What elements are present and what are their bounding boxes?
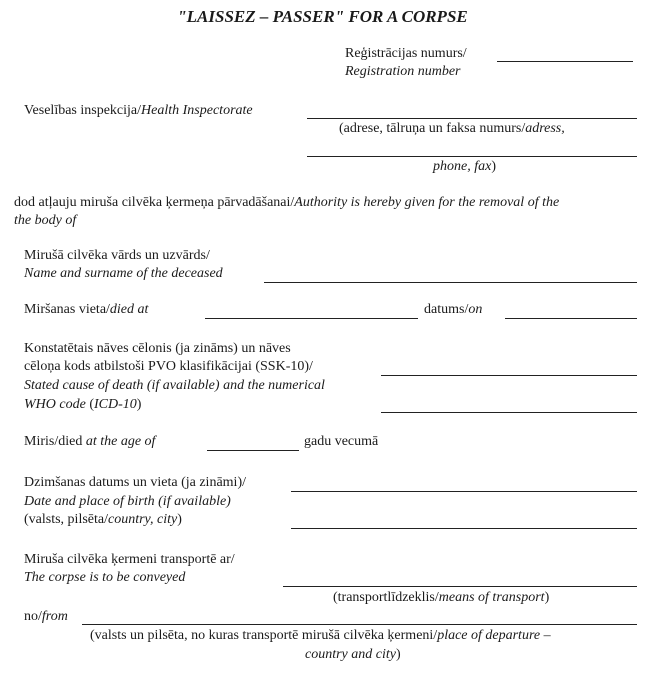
registration-label: Reģistrācijas numurs/: [345, 46, 467, 61]
age-lv: Miris/died: [24, 434, 86, 449]
inspectorate-note-2-close: ): [491, 159, 496, 174]
from-note-en-1: place of departure –: [437, 628, 551, 643]
cause-label-lv-1: Konstatētais nāves cēlonis (ja zināms) un nāves: [24, 341, 291, 356]
inspectorate-label-en: Health Inspectorate: [141, 103, 253, 118]
age-suffix: gadu vecumā: [304, 434, 379, 449]
death-date-label: [424, 302, 482, 318]
inspectorate-note-1-lv: (adrese, tālruņa un faksa numurs/: [339, 121, 526, 136]
name-label-en: Name and surname of the deceased: [24, 266, 223, 281]
death-place-field[interactable]: [205, 318, 418, 319]
cause-who-code: WHO code: [24, 397, 86, 412]
from-note-2: [305, 647, 401, 663]
from-note-1: [90, 628, 551, 644]
transport-means-en: means of transport: [438, 590, 545, 605]
from-label: [24, 609, 68, 625]
cause-icd-code: ICD-10: [93, 397, 137, 412]
birth-label-en: Date and place of birth (if available): [24, 494, 231, 509]
authority-line-1: [14, 195, 559, 211]
age-label: [24, 434, 155, 450]
registration-number-field[interactable]: [497, 61, 633, 62]
transport-means-note: [333, 590, 549, 606]
from-note-close: ): [395, 647, 401, 662]
birth-country-label: [24, 512, 182, 528]
birth-country-en: country, city: [108, 512, 178, 527]
transport-field[interactable]: [283, 586, 637, 587]
inspectorate-note-1: [339, 121, 565, 137]
inspectorate-label-lv: Veselības inspekcija/: [24, 103, 142, 118]
name-label: Mirušā cilvēka vārds un uzvārds/: [24, 248, 210, 263]
birth-country-lv: (valsts, pilsēta/: [24, 512, 108, 527]
cause-close: ): [136, 397, 142, 412]
birth-field[interactable]: [291, 491, 637, 492]
age-field[interactable]: [207, 450, 299, 451]
authority-line-2: the body of: [14, 213, 77, 228]
from-note-en-2: country and city: [305, 647, 396, 662]
authority-lv: dod atļauju miruša cilvēka ķermeņa pārvadāšanai/: [14, 195, 295, 210]
transport-label-en: The corpse is to be conveyed: [24, 570, 186, 585]
from-field[interactable]: [82, 624, 637, 625]
death-date-en: on: [468, 302, 483, 317]
transport-means-close: ): [544, 590, 550, 605]
cause-label-en-2: [24, 397, 141, 413]
cause-field[interactable]: [381, 375, 637, 376]
from-note-lv: (valsts un pilsēta, no kuras transportē mirušā cilvēka ķermeni/: [90, 628, 438, 643]
cause-label-lv-2: cēloņa kods atbilstoši PVO klasifikācijai (SSK-10)/: [24, 359, 313, 374]
inspectorate-note-2: [433, 159, 496, 175]
from-lv: no/: [24, 609, 42, 624]
cause-field-2[interactable]: [381, 412, 637, 413]
cause-open: (: [85, 397, 94, 412]
name-field[interactable]: [264, 282, 637, 283]
cause-label-en-1: Stated cause of death (if available) and the numerical: [24, 378, 325, 393]
birth-field-2[interactable]: [291, 528, 637, 529]
death-place-label: [24, 302, 148, 318]
inspectorate-note-1-en: adress,: [525, 121, 565, 136]
death-place-en: died at: [109, 302, 149, 317]
transport-label: Miruša cilvēka ķermeni transportē ar/: [24, 552, 235, 567]
death-date-field[interactable]: [505, 318, 637, 319]
inspectorate-field[interactable]: [307, 118, 637, 119]
death-place-lv: Miršanas vieta/: [24, 302, 110, 317]
authority-en-1: Authority is hereby given for the removal of the: [294, 195, 560, 210]
registration-label-en: Registration number: [345, 64, 461, 79]
transport-means-lv: (transportlīdzeklis/: [333, 590, 439, 605]
inspectorate-field-2[interactable]: [307, 156, 637, 157]
age-en: at the age of: [85, 434, 156, 449]
death-date-lv: datums/: [424, 302, 469, 317]
document-title: "LAISSEZ – PASSER" FOR A CORPSE: [177, 7, 468, 26]
from-en: from: [41, 609, 68, 624]
inspectorate-label: [24, 103, 253, 119]
inspectorate-note-2-en: phone, fax: [433, 159, 492, 174]
birth-country-close: ): [177, 512, 182, 527]
birth-label: Dzimšanas datums un vieta (ja zināmi)/: [24, 475, 246, 490]
